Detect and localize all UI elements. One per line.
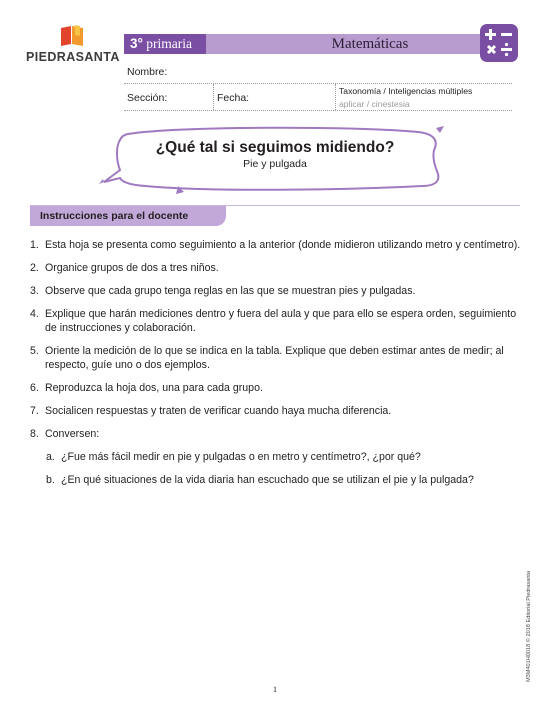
field-divider [213, 84, 214, 110]
taxonomy-values: aplicar / cinestesia [339, 99, 410, 109]
list-subitem [30, 473, 530, 487]
seccion-label: Sección: [127, 92, 168, 104]
nombre-field[interactable] [124, 83, 512, 84]
list-item [30, 427, 530, 441]
item-text: Esta hoja se presenta como seguimiento a la anterior (donde midieron utilizando metro y centímetro). [45, 239, 521, 251]
page-number: 1 [272, 684, 278, 694]
subitem-text: ¿Fue más fácil medir en pie y pulgadas o en metro y centímetro?, ¿por qué? [61, 451, 421, 463]
grade-number: 3° [130, 36, 143, 51]
grade-label [124, 34, 206, 54]
subitem-letter: a. [46, 451, 55, 463]
list-item [30, 404, 530, 418]
item-text: Explique que harán mediciones dentro y fuera del aula y que para ello se espera orden, seguimiento de instrucciones y colaboración. [45, 308, 517, 334]
taxonomy-label: Taxonomía / Inteligencias múltiples [339, 86, 473, 96]
list-item [30, 284, 530, 298]
item-number: 7. [30, 405, 39, 417]
subitem-text: ¿En qué situaciones de la vida diaria han escuchado que se utilizan el pie y la pulgada? [61, 474, 474, 486]
item-text: Observe que cada grupo tenga reglas en las que se muestran pies y pulgadas. [45, 285, 416, 297]
worksheet-subtitle: Pie y pulgada [243, 158, 307, 170]
list-item [30, 261, 530, 275]
grade-text: primaria [146, 36, 193, 51]
item-number: 2. [30, 262, 39, 274]
item-number: 4. [30, 308, 39, 320]
list-subitem [30, 450, 530, 464]
list-item [30, 307, 530, 335]
instructions-list [30, 238, 530, 487]
list-item [30, 238, 530, 252]
brand-logo [26, 24, 118, 66]
list-item [30, 381, 530, 395]
brand-name: PIEDRASANTA [26, 50, 120, 64]
subitem-letter: b. [46, 474, 55, 486]
fecha-label: Fecha: [217, 92, 250, 104]
item-number: 1. [30, 239, 39, 251]
item-number: 3. [30, 285, 39, 297]
item-text: Socialicen respuestas y traten de verificar cuando haya mucha diferencia. [45, 405, 392, 417]
item-number: 8. [30, 428, 39, 440]
item-text: Reproduzca la hoja dos, una para cada grupo. [45, 382, 263, 394]
item-text: Conversen: [45, 428, 100, 440]
publisher-code: M3M401H0018 © 2018 Editorial Piedrasanta [526, 570, 532, 682]
item-number: 5. [30, 345, 39, 357]
item-text: Oriente la medición de lo que se indica en la tabla. Explique que deben estimar antes de medir; al respecto, guíe uno o dos ejemplos. [45, 345, 504, 371]
item-text: Organice grupos de dos a tres niños. [45, 262, 219, 274]
book-logo-icon [59, 24, 85, 48]
plus-minus-times-icon [480, 24, 518, 62]
item-number: 6. [30, 382, 39, 394]
nombre-label: Nombre: [127, 66, 168, 78]
subject-title: Matemáticas [331, 36, 409, 52]
worksheet-title: ¿Qué tal si seguimos midiendo? [155, 139, 395, 156]
field-divider [335, 84, 336, 110]
instructions-heading: Instrucciones para el docente [30, 206, 226, 226]
seccion-field[interactable] [124, 110, 512, 111]
list-item [30, 344, 530, 372]
